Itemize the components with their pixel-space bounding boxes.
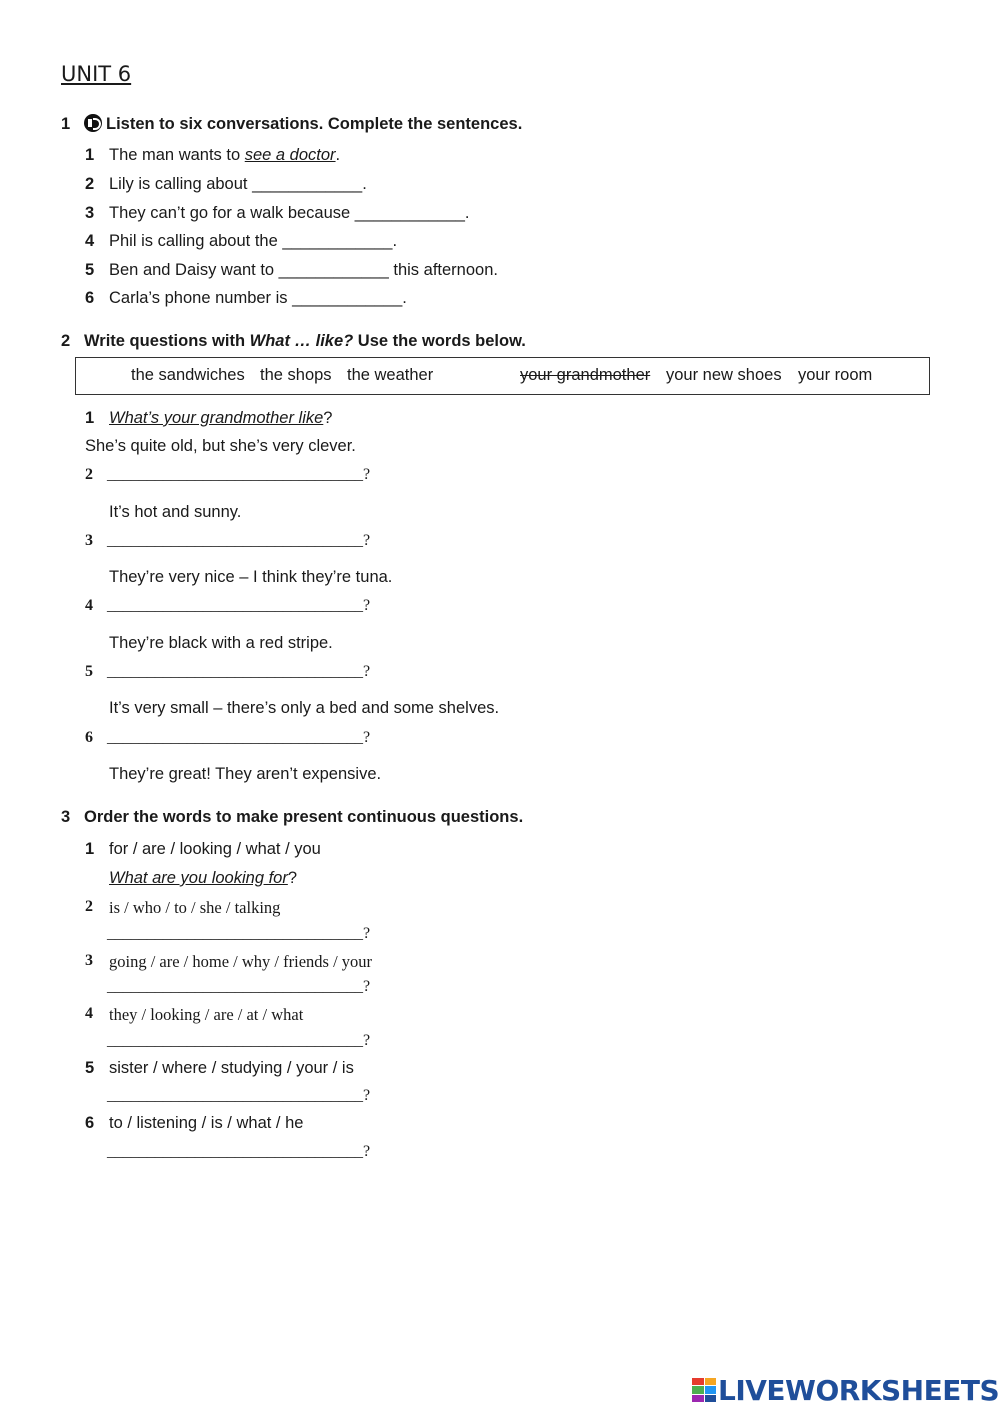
logo-mark-icon [692, 1378, 716, 1402]
response-text: They’re very nice – I think they’re tuna. [109, 568, 393, 586]
item-number: 3 [85, 204, 95, 222]
answer-blank[interactable]: ________________________________? [107, 978, 371, 995]
word-option: the shops [260, 366, 332, 384]
response-text: It’s hot and sunny. [109, 503, 242, 521]
example-answer-line: What are you looking for? [109, 869, 298, 887]
section-3-instruction: Order the words to make present continuous questions. [84, 808, 524, 826]
section-2-heading: 2 Write questions with What … like? Use the words below. [61, 332, 526, 350]
list-item [85, 898, 281, 917]
word-option: the weather [347, 366, 434, 384]
section-1-heading [61, 114, 522, 134]
item-number: 2 [85, 175, 95, 193]
item-number: 1 [85, 409, 95, 427]
answer-blank[interactable]: ________________________________? [107, 1032, 371, 1049]
word-option-used: your grandmother [520, 366, 651, 384]
answer-blank[interactable]: ________________________________? [107, 1087, 371, 1104]
response-text: They’re great! They aren’t expensive. [109, 765, 382, 783]
item-number: 1 [85, 840, 95, 858]
item-number: 6 [85, 289, 95, 307]
item-number: 3 [85, 952, 93, 969]
example-answer: What’s your grandmother like [109, 409, 324, 427]
logo-square [692, 1395, 704, 1402]
list-item [85, 952, 373, 971]
section-number: 1 [61, 115, 71, 133]
jumbled-words: sister / where / studying / your / is [109, 1059, 354, 1077]
item-number: 5 [85, 1059, 95, 1077]
logo-text: LIVEWORKSHEETS [718, 1373, 1000, 1407]
word-option: your room [798, 366, 873, 384]
item-text[interactable]: Carla’s phone number is ____________. [109, 289, 407, 307]
answer-blank[interactable]: ________________________________? [107, 597, 371, 614]
item-number: 2 [85, 466, 93, 483]
liveworksheets-logo[interactable] [692, 1374, 999, 1406]
answer-blank[interactable]: ________________________________? [107, 466, 371, 483]
example-answer: What are you looking for [109, 869, 288, 887]
logo-square [705, 1378, 717, 1385]
list-item [85, 663, 371, 681]
word-option: the sandwiches [131, 366, 245, 384]
item-text[interactable]: Lily is calling about ____________. [109, 175, 367, 193]
item-text[interactable]: They can’t go for a walk because ____________. [109, 204, 470, 222]
answer-blank[interactable]: ________________________________? [107, 532, 371, 549]
item-text: The man wants to see a doctor. [109, 146, 341, 164]
logo-square [692, 1378, 704, 1385]
logo-square [692, 1386, 704, 1393]
list-item [85, 532, 371, 550]
jumbled-words: going / are / home / why / friends / your [109, 952, 373, 971]
item-number: 5 [85, 663, 93, 680]
item-number: 2 [85, 898, 93, 915]
list-item [85, 466, 371, 484]
answer-blank[interactable]: ________________________________? [107, 1143, 371, 1160]
answer-blank[interactable]: ________________________________? [107, 663, 371, 680]
page-title: UNIT 6 [61, 62, 132, 86]
list-item [85, 729, 371, 747]
item-number: 3 [85, 532, 93, 549]
word-box [75, 357, 930, 395]
jumbled-words: they / looking / are / at / what [109, 1005, 304, 1024]
logo-square [705, 1386, 717, 1393]
item-number: 1 [85, 146, 95, 164]
jumbled-words: to / listening / is / what / he [109, 1114, 304, 1132]
item-text[interactable]: Ben and Daisy want to ____________ this afternoon. [109, 261, 498, 279]
section-number: 3 [61, 808, 71, 826]
answer-blank[interactable]: ________________________________? [107, 925, 371, 942]
list-item [85, 1005, 304, 1024]
item-number: 6 [85, 729, 93, 746]
jumbled-words: is / who / to / she / talking [109, 898, 281, 917]
item-number: 4 [85, 1005, 93, 1022]
logo-square [705, 1395, 717, 1402]
example-response: She’s quite old, but she’s very clever. [85, 437, 356, 455]
response-text: It’s very small – there’s only a bed and some shelves. [109, 699, 500, 717]
item-number: 5 [85, 261, 95, 279]
item-number: 4 [85, 232, 95, 250]
example-answer: see a doctor [244, 146, 336, 164]
section-1-instruction: Listen to six conversations. Complete the sentences. [106, 115, 523, 133]
section-number: 2 [61, 332, 71, 350]
answer-blank[interactable]: ________________________________? [107, 729, 371, 746]
jumbled-words: for / are / looking / what / you [109, 840, 321, 858]
section-3-heading [61, 808, 523, 827]
list-item [85, 597, 371, 615]
item-number: 6 [85, 1114, 95, 1132]
audio-speaker-icon[interactable] [84, 114, 102, 132]
item-number: 4 [85, 597, 93, 614]
word-option: your new shoes [666, 366, 782, 384]
response-text: They’re black with a red stripe. [109, 634, 333, 652]
item-text[interactable]: Phil is calling about the ____________. [109, 232, 398, 250]
